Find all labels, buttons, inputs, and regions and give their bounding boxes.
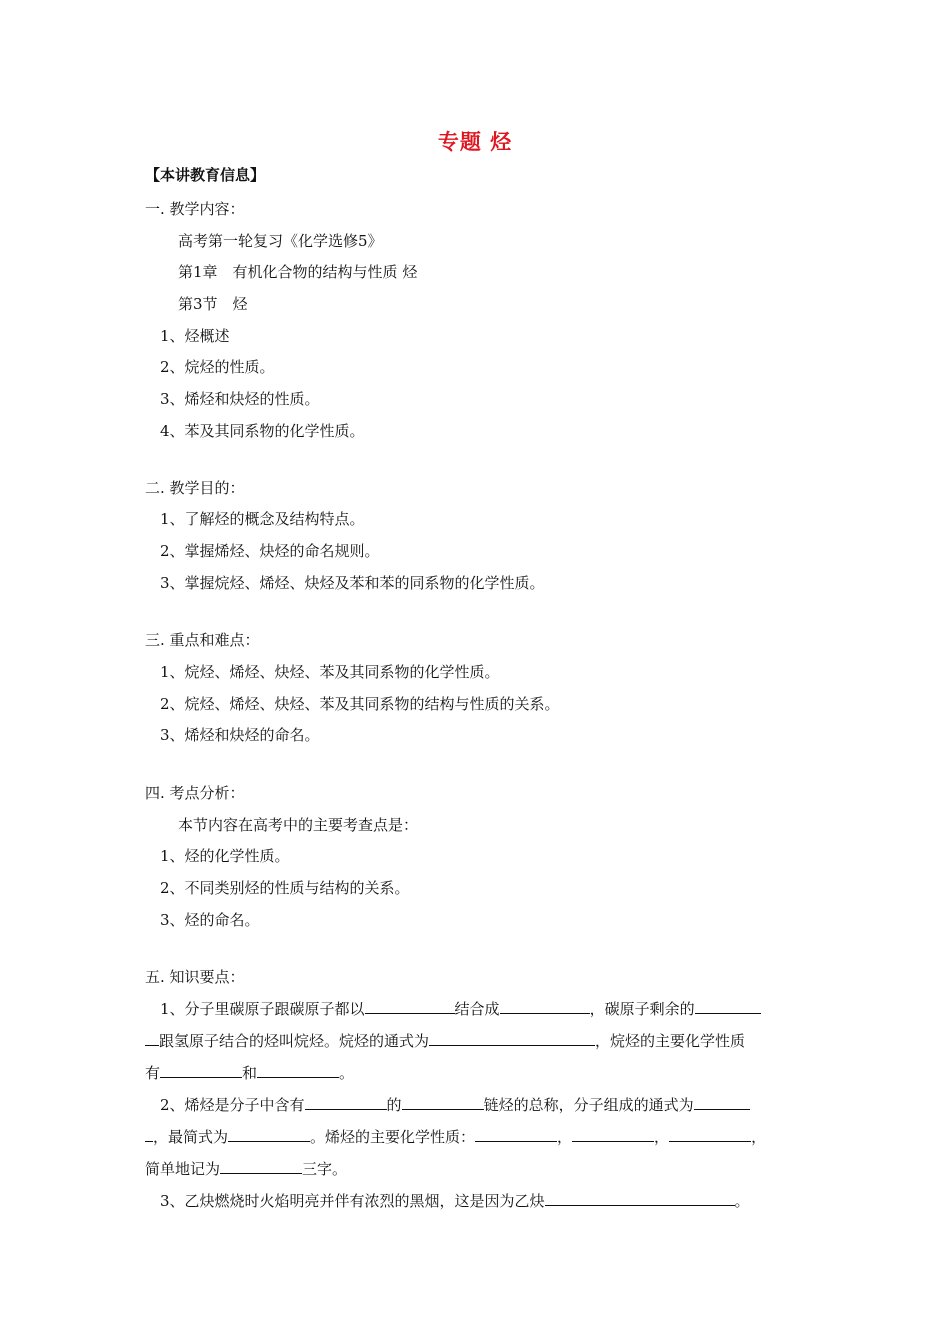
knowledge-paragraph-2-line-1	[160, 1095, 750, 1115]
fill-blank[interactable]	[220, 1159, 302, 1174]
list-item: 2、烷烃、烯烃、炔烃、苯及其同系物的结构与性质的关系。	[160, 695, 560, 713]
knowledge-paragraph-1-line-3	[145, 1063, 354, 1083]
section-4-intro: 本节内容在高考中的主要考查点是：	[178, 816, 419, 834]
list-item: 1、烷烃、烯烃、炔烃、苯及其同系物的化学性质。	[160, 663, 500, 681]
list-item: 3、烯烃和炔烃的性质。	[160, 390, 320, 408]
list-item: 1、烃的化学性质。	[160, 847, 290, 865]
text-fragment: 1、分子里碳原子跟碳原子都以	[160, 1000, 365, 1018]
fill-blank[interactable]	[402, 1095, 484, 1110]
fill-blank[interactable]	[475, 1127, 557, 1142]
text-fragment: ，烷烃的主要化学性质	[595, 1032, 746, 1050]
text-fragment: 。	[734, 1192, 750, 1210]
page-title: 专题 烃	[437, 130, 513, 154]
text-fragment: 简单地记为	[145, 1160, 221, 1178]
fill-blank[interactable]	[305, 1095, 387, 1110]
list-item: 1、烃概述	[160, 327, 230, 345]
list-item: 2、烷烃的性质。	[160, 358, 275, 376]
fill-blank[interactable]	[257, 1063, 339, 1078]
text-fragment: 和	[242, 1064, 258, 1082]
section-5-heading: 五. 知识要点：	[145, 968, 245, 986]
list-item: 3、烯烃和炔烃的命名。	[160, 726, 320, 744]
text-fragment: ，碳原子剩余的	[589, 1000, 695, 1018]
text-fragment: 结合成	[454, 1000, 500, 1018]
text-fragment: 2、烯烃是分子中含有	[160, 1096, 305, 1114]
text-fragment: 三字。	[302, 1160, 348, 1178]
text-fragment: 跟氢原子结合的烃叫烷烃。烷烃的通式为	[159, 1032, 430, 1050]
text-fragment: ，最简式为	[153, 1128, 229, 1146]
section-1-heading: 一. 教学内容：	[145, 200, 245, 218]
list-item: 3、烃的命名。	[160, 911, 260, 929]
fill-blank[interactable]	[429, 1031, 595, 1046]
knowledge-paragraph-1-line-1	[160, 999, 761, 1019]
fill-blank[interactable]	[160, 1063, 242, 1078]
knowledge-paragraph-1-line-2	[145, 1031, 745, 1051]
text-fragment: 。	[339, 1064, 355, 1082]
text-fragment: ，	[654, 1128, 670, 1146]
text-fragment: 有	[145, 1064, 161, 1082]
fill-blank[interactable]	[572, 1127, 654, 1142]
text-fragment: 链烃的总称，分子组成的通式为	[483, 1096, 694, 1114]
knowledge-paragraph-2-line-3	[145, 1159, 347, 1179]
section-2-heading: 二. 教学目的：	[145, 479, 245, 497]
fill-blank[interactable]	[695, 999, 761, 1014]
fill-blank[interactable]	[228, 1127, 310, 1142]
text-fragment: 3、乙炔燃烧时火焰明亮并伴有浓烈的黑烟，这是因为乙炔	[160, 1192, 545, 1210]
fill-blank[interactable]	[500, 999, 590, 1014]
list-item: 2、不同类别烃的性质与结构的关系。	[160, 879, 410, 897]
knowledge-paragraph-2-line-2	[145, 1127, 766, 1147]
text-fragment: 。烯烃的主要化学性质：	[310, 1128, 476, 1146]
section-1-line: 第3节 烃	[178, 295, 248, 313]
section-1-line: 高考第一轮复习《化学选修5》	[178, 232, 383, 250]
text-fragment: ，	[751, 1128, 767, 1146]
fill-blank[interactable]	[365, 999, 455, 1014]
section-3-heading: 三. 重点和难点：	[145, 631, 260, 649]
section-1-line: 第1章 有机化合物的结构与性质 烃	[178, 263, 418, 281]
list-item: 4、苯及其同系物的化学性质。	[160, 422, 365, 440]
fill-blank[interactable]	[145, 1127, 153, 1142]
fill-blank[interactable]	[545, 1191, 735, 1206]
fill-blank[interactable]	[145, 1031, 159, 1046]
info-header: 【本讲教育信息】	[145, 166, 266, 184]
list-item: 1、了解烃的概念及结构特点。	[160, 510, 365, 528]
list-item: 2、掌握烯烃、炔烃的命名规则。	[160, 542, 380, 560]
fill-blank[interactable]	[694, 1095, 750, 1110]
section-4-heading: 四. 考点分析：	[145, 784, 245, 802]
fill-blank[interactable]	[669, 1127, 751, 1142]
text-fragment: 的	[386, 1096, 402, 1114]
list-item: 3、掌握烷烃、烯烃、炔烃及苯和苯的同系物的化学性质。	[160, 574, 545, 592]
knowledge-paragraph-3-line-1	[160, 1191, 750, 1211]
text-fragment: ，	[557, 1128, 573, 1146]
